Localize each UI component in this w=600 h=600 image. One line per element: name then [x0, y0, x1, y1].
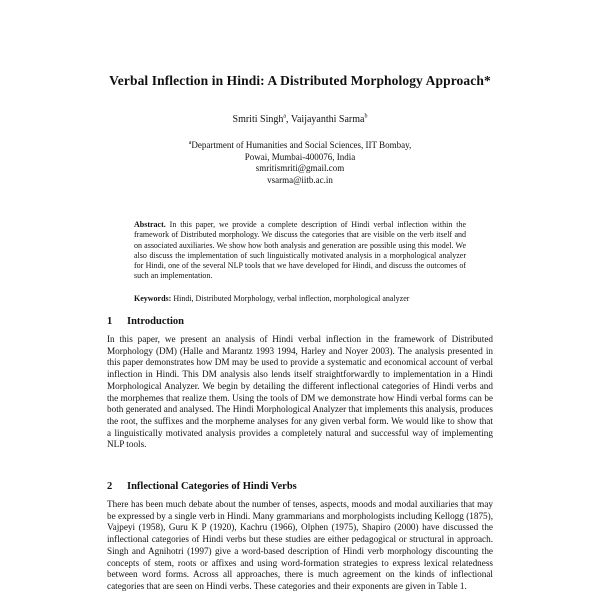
- affiliation-line: Powai, Mumbai-400076, India: [244, 151, 356, 162]
- affiliation-mark: b: [364, 113, 368, 120]
- paper-title: Verbal Inflection in Hindi: A Distributed Morphology Approach*: [109, 73, 491, 88]
- section-number: 1: [107, 316, 113, 327]
- keywords: [134, 294, 474, 303]
- section-heading: [107, 316, 184, 327]
- author-email: smritismriti@gmail.com: [255, 163, 345, 173]
- section-body: In this paper, we present an analysis of Hindi verbal inflection in the framework of Distributed Morphology (DM) (Halle and Marantz 1993 1994, Harley and Noyer 2003). The analysis presented in this paper demonstrates how DM may be used to provide a systematic and economical account of verbal inflection in Hindi. This DM analysis also lends itself straightforwardly to implementation in a Hindi Morphological Analyzer. We begin by detailing the different inflectional categories of Hindi verbs and the morphemes that realize them. Using the tools of DM we demonstrate how Hindi verbal forms can be both generated and analysed. The Hindi Morphological Analyzer that implements this analysis, produces the root, the suffixes and the morpheme analyses for any given verbal form. We would like to show that a linguistically motivated analysis provides a completely natural and successful way of implementing NLP tools.: [107, 334, 493, 450]
- affiliation-mark: a: [283, 113, 287, 120]
- keywords-text: Hindi, Distributed Morphology, verbal inflection, morphological analyzer: [171, 294, 410, 303]
- section-title: Inflectional Categories of Hindi Verbs: [127, 481, 297, 492]
- author-line: [0, 114, 600, 125]
- author-name: Smriti Singh: [232, 114, 284, 125]
- affiliation-line: Department of Humanities and Social Sciences, IIT Bombay,: [191, 140, 412, 150]
- author-email: vsarma@iitb.ac.in: [267, 174, 333, 185]
- keywords-label: Keywords:: [134, 294, 172, 303]
- author-separator: ,: [286, 114, 289, 125]
- section-title: Introduction: [127, 316, 184, 327]
- abstract: [134, 220, 466, 282]
- section-heading: [107, 481, 297, 492]
- affiliation-block: [0, 140, 600, 186]
- abstract-label: Abstract.: [134, 220, 166, 229]
- section-body: There has been much debate about the number of tenses, aspects, moods and modal auxiliaries that may be expressed by a single verb in Hindi. Many grammarians and morphologists including Kellogg (1875), Vajpeyi (1958), Guru K P (1920), Kachru (1966), Olphen (1975), Shapiro (2000) have discussed the inflectional categories of Hindi verbs but these studies are either pedagogical or structural in approach. Singh and Agnihotri (1997) give a word-based description of Hindi verb morphology discounting the concepts of stem, roots or affixes and using word-formation strategies to express lexical relatedness between word forms. Across all approaches, there is much agreement on the kinds of inflectional categories that are seen on Hindi verbs. These categories and their exponents are given in Table 1.: [107, 499, 493, 591]
- abstract-text: In this paper, we provide a complete description of Hindi verbal inflection within the framework of Distributed morphology. We discuss the categories that are visible on the verb itself and on associated auxiliaries. We show how both analysis and generation are possible using this model. We also discuss the implementation of such linguistically motivated analysis in a morphological analyzer for Hindi, one of the several NLP tools that we have developed for Hindi, and discuss the outcomes of such an implementation.: [134, 220, 466, 281]
- author-name: Vaijayanthi Sarma: [290, 114, 365, 125]
- affiliation-mark: a: [188, 140, 192, 146]
- section-number: 2: [107, 481, 113, 492]
